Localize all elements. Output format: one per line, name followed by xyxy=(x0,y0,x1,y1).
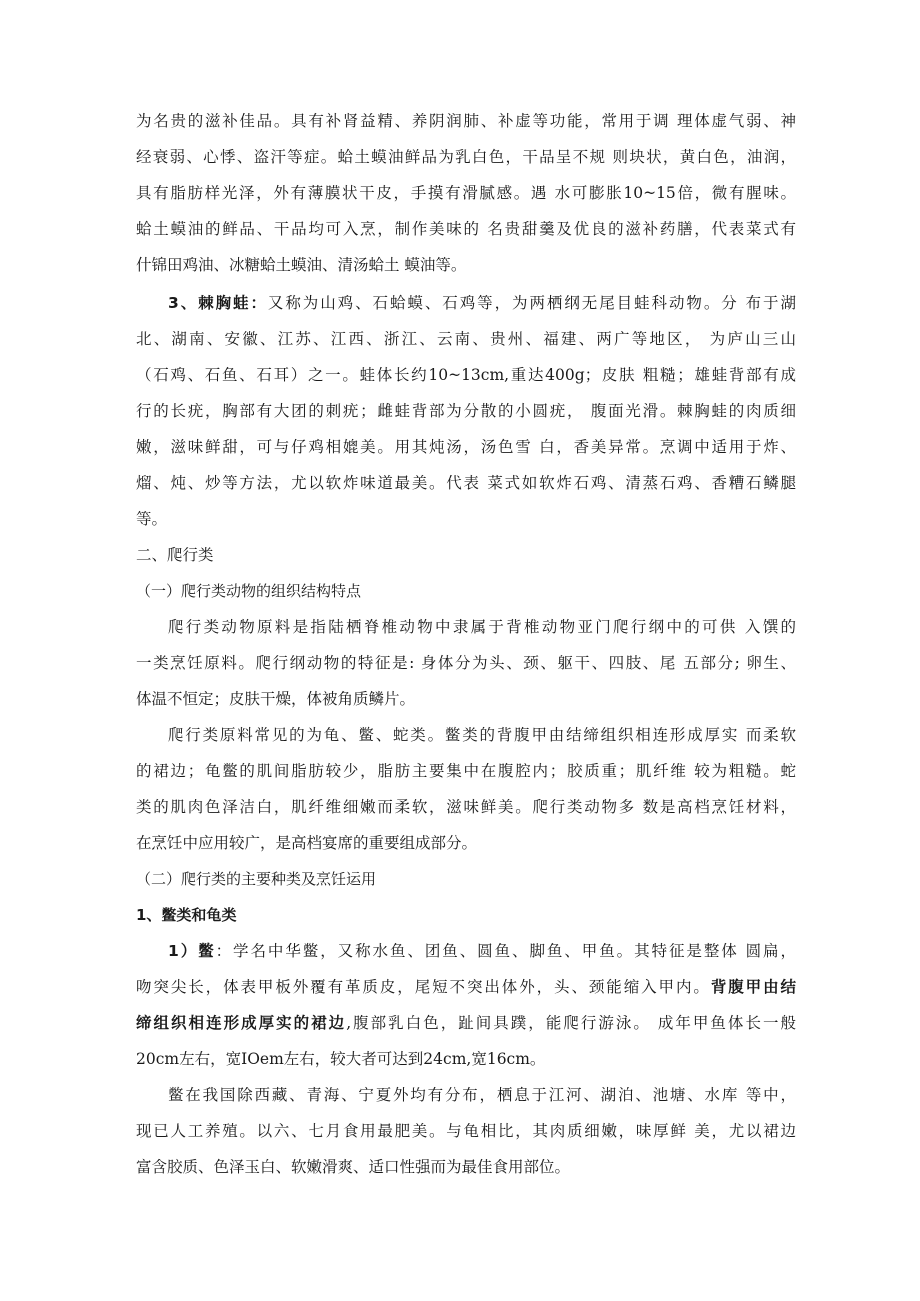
paragraph-line: 具有脂肪样光泽，外有薄膜状干皮，手摸有滑腻感。遇 水可膨胀10~15倍，微有腥味。 xyxy=(136,184,796,202)
paragraph-line: 熘、炖、炒等方法，尤以软炸味道最美。代表 菜式如软炸石鸡、清蒸石鸡、香糟石鳞腿 xyxy=(136,474,796,492)
emphasis-text: 缔组织相连形成厚实的裙边 xyxy=(136,1014,347,1032)
paragraph-line: 北、湖南、安徽、江苏、江西、浙江、云南、贵州、福建、两广等地区， 为庐山三山 xyxy=(136,330,796,348)
paragraph-line: 一类烹饪原料。爬行纲动物的特征是: 身体分为头、颈、躯干、四肢、尾 五部分; 卵生、 xyxy=(136,654,796,672)
paragraph-line: 的裙边；龟鳖的肌间脂肪较少，脂肪主要集中在腹腔内；胶质重；肌纤维 较为粗糙。蛇 xyxy=(136,762,796,780)
item-text: ：学名中华鳖，又称水鱼、团鱼、圆鱼、脚鱼、甲鱼。其特征是整体 圆扁， xyxy=(215,942,796,960)
item-label: 1）鳖 xyxy=(168,942,216,960)
paragraph-line xyxy=(136,977,796,997)
item-title: 1、鳖类和龟类 xyxy=(136,906,237,924)
item-text: ,腹部乳白色，趾间具蹼，能爬行游泳。 成年甲鱼体长一般 xyxy=(346,1014,796,1032)
paragraph-line: 现已人工养殖。以六、七月食用最肥美。与龟相比，其肉质细嫩，味厚鲜 美，尤以裙边 xyxy=(136,1122,796,1140)
paragraph-line: 类的肌肉色泽洁白，肌纤维细嫩而柔软，滋味鲜美。爬行类动物多 数是高档烹饪材料， xyxy=(136,798,796,816)
paragraph-line: （石鸡、石鱼、石耳）之一。蛙体长约10~13cm,重达400g；皮肤 粗糙；雄蛙背部有成 xyxy=(136,366,796,384)
paragraph-line xyxy=(168,941,796,961)
subsection-title: （一）爬行类动物的组织结构特点 xyxy=(136,582,362,600)
paragraph-line: 为名贵的滋补佳品。具有补肾益精、养阴润肺、补虚等功能，常用于调 理体虚气弱、神 xyxy=(136,112,796,130)
paragraph-line: 嫩，滋味鲜甜，可与仔鸡相媲美。用其炖汤，汤色雪 白，香美异常。烹调中适用于炸、 xyxy=(136,438,796,456)
paragraph-line: 行的长疣，胸部有大团的刺疣；雌蛙背部为分散的小圆疣， 腹面光滑。棘胸蛙的肉质细 xyxy=(136,402,796,420)
paragraph-line: 等。 xyxy=(136,510,168,528)
paragraph-line: 蛤土蟆油的鲜品、干品均可入烹，制作美味的 名贵甜羹及优良的滋补药膳，代表菜式有 xyxy=(136,220,796,238)
paragraph-line xyxy=(136,1013,796,1033)
paragraph-line: 鳖在我国除西藏、青海、宁夏外均有分布，栖息于江河、湖泊、池塘、水库 等中， xyxy=(168,1086,796,1104)
paragraph-line: 富含胶质、色泽玉白、软嫩滑爽、适口性强而为最佳食用部位。 xyxy=(136,1158,571,1176)
paragraph-line: 在烹饪中应用较广，是高档宴席的重要组成部分。 xyxy=(136,834,478,852)
paragraph-line: 经衰弱、心悸、盗汗等症。蛤土蟆油鲜品为乳白色，干品呈不规 则块状，黄白色，油润， xyxy=(136,148,796,166)
paragraph-line xyxy=(168,293,796,313)
paragraph-line: 体温不恒定；皮肤干燥，体被角质鳞片。 xyxy=(136,690,416,708)
paragraph-line: 什锦田鸡油、冰糖蛤土蟆油、清汤蛤土 蟆油等。 xyxy=(136,256,467,274)
subsection-title: （二）爬行类的主要种类及烹饪运用 xyxy=(136,870,377,888)
item-text: 吻突尖长，体表甲板外覆有革质皮，尾短不突出体外，头、颈能缩入甲内。 xyxy=(136,978,711,996)
item-text: 又称为山鸡、石蛤蟆、石鸡等，为两栖纲无尾目蛙科动物。分 布于湖 xyxy=(267,294,796,312)
emphasis-text: 背腹甲由结 xyxy=(710,978,796,996)
paragraph-line: 爬行类动物原料是指陆栖脊椎动物中隶属于背椎动物亚门爬行纲中的可供 入馔的 xyxy=(168,618,796,636)
paragraph-line: 爬行类原料常见的为龟、鳖、蛇类。鳖类的背腹甲由结缔组织相连形成厚实 而柔软 xyxy=(168,726,796,744)
section-title: 二、爬行类 xyxy=(136,546,214,564)
item-label: 3、棘胸蛙： xyxy=(168,294,268,312)
paragraph-line: 20cm左右，宽IOem左右，较大者可达到24cm,宽16cm。 xyxy=(136,1050,546,1068)
